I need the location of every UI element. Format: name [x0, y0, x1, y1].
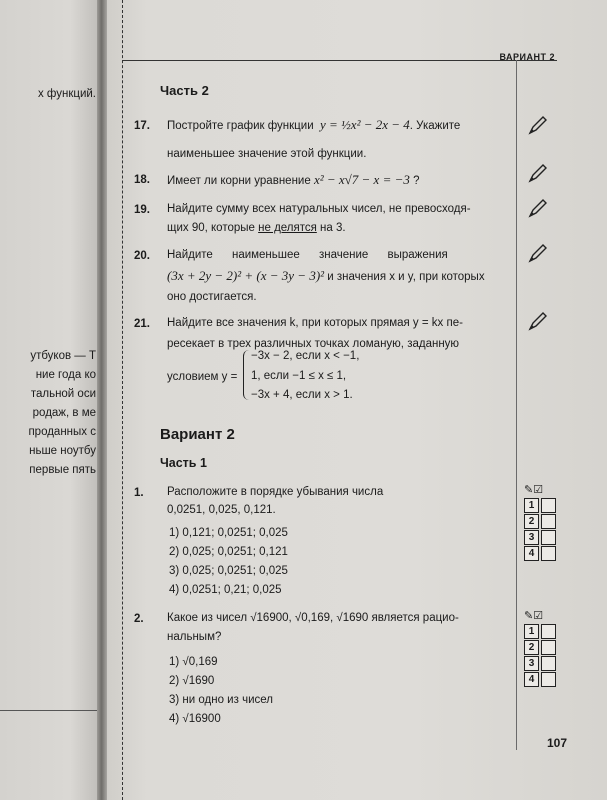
q20-line2: (3x + 2y − 2)² + (x − 3y − 3)² и значения x и y, при которых [167, 268, 485, 283]
q19-line2: щих 90, которые не делятся на 3. [167, 222, 346, 234]
left-page: х функций. утбуков — Т ние года ко тальной оси родаж, в ме проданных с ньше ноутбу первые пять [0, 0, 100, 800]
q19-underlined: не делятся [258, 222, 317, 234]
answer-checkbox[interactable] [541, 546, 556, 561]
q21-number: 21. [134, 318, 150, 330]
pencil-icon [527, 310, 549, 332]
v2q2-option: 1) √0,169 [169, 656, 218, 668]
pencil-icon [527, 162, 549, 184]
v2q1-option: 4) 0,0251; 0,21; 0,025 [169, 584, 282, 596]
answer-number: 2 [524, 640, 539, 655]
part2-title: Часть 2 [160, 83, 209, 98]
v2q2-line2: нальным? [167, 631, 222, 643]
q20-line3: оно достигается. [167, 291, 257, 303]
answer-box-q1 [524, 483, 560, 562]
header-rule [122, 60, 557, 61]
v2q2-number: 2. [134, 613, 144, 625]
checkmark-pencil-icon: ✎☑ [524, 610, 544, 622]
q20-formula: (3x + 2y − 2)² + (x − 3y − 3)² [167, 268, 325, 283]
q17-line2: наименьшее значение этой функции. [167, 148, 367, 160]
v2q1-number: 1. [134, 487, 144, 499]
left-divider [0, 710, 100, 711]
answer-checkbox[interactable] [541, 530, 556, 545]
answer-number: 2 [524, 514, 539, 529]
answer-number: 1 [524, 624, 539, 639]
q20-number: 20. [134, 250, 150, 262]
answer-checkbox[interactable] [541, 498, 556, 513]
answer-checkbox[interactable] [541, 624, 556, 639]
q20-line1: Найдите наименьшее значение выражения [167, 249, 448, 261]
v2q1-option: 2) 0,025; 0,0251; 0,121 [169, 546, 288, 558]
answer-box-q2 [524, 609, 560, 688]
answer-number: 3 [524, 530, 539, 545]
variant2-part1-title: Часть 1 [160, 456, 207, 470]
q17-formula: y = ½x² − 2x − 4 [320, 117, 410, 132]
v2q1-line1: Расположите в порядке убывания числа [167, 486, 384, 498]
checkmark-pencil-icon: ✎☑ [524, 484, 544, 496]
q19-number: 19. [134, 204, 150, 216]
pencil-icon [527, 197, 549, 219]
margin-rule [516, 60, 517, 750]
q21-line1: Найдите все значения k, при которых прямая y = kx пе- [167, 317, 463, 329]
answer-number: 3 [524, 656, 539, 671]
q18-number: 18. [134, 174, 150, 186]
q21-case-2: 1, если −1 ≤ x ≤ 1, [251, 370, 347, 382]
pencil-icon [527, 114, 549, 136]
v2q2-line1: Какое из чисел √16900, √0,169, √1690 является рацио- [167, 612, 459, 624]
q21-case-1: −3x − 2, если x < −1, [251, 350, 360, 362]
v2q2-option: 3) ни одно из чисел [169, 694, 273, 706]
q17-number: 17. [134, 120, 150, 132]
answer-number: 1 [524, 498, 539, 513]
v2q1-option: 1) 0,121; 0,0251; 0,025 [169, 527, 288, 539]
page-number: 107 [546, 736, 567, 750]
q21-line2: ресекает в трех различных точках ломаную, заданную [167, 338, 460, 350]
q18-formula: x² − x√7 − x = −3 [313, 172, 410, 187]
cut-line [122, 0, 123, 800]
answer-number: 4 [524, 546, 539, 561]
q17-text: Постройте график функции y = ½x² − 2x − 4. Укажите [167, 117, 461, 132]
v2q1-line2: 0,0251, 0,025, 0,121. [167, 504, 276, 516]
q21-case-3: −3x + 4, если x > 1. [251, 389, 353, 401]
answer-checkbox[interactable] [541, 672, 556, 687]
v2q2-option: 4) √16900 [169, 713, 221, 725]
q21-cond-label: условием y = [167, 371, 238, 383]
answer-checkbox[interactable] [541, 640, 556, 655]
variant2-title: Вариант 2 [160, 426, 235, 443]
q21-brace [243, 350, 250, 400]
q18-text: Имеет ли корни уравнение x² − x√7 − x = −3 ? [167, 172, 420, 187]
v2q1-option: 3) 0,025; 0,0251; 0,025 [169, 565, 288, 577]
answer-number: 4 [524, 672, 539, 687]
q19-line1: Найдите сумму всех натуральных чисел, не превосходя- [167, 203, 471, 215]
variant-header: ВАРИАНТ 2 [499, 52, 555, 62]
answer-checkbox[interactable] [541, 656, 556, 671]
answer-checkbox[interactable] [541, 514, 556, 529]
pencil-icon [527, 242, 549, 264]
v2q2-option: 2) √1690 [169, 675, 215, 687]
book-fold [97, 0, 107, 800]
